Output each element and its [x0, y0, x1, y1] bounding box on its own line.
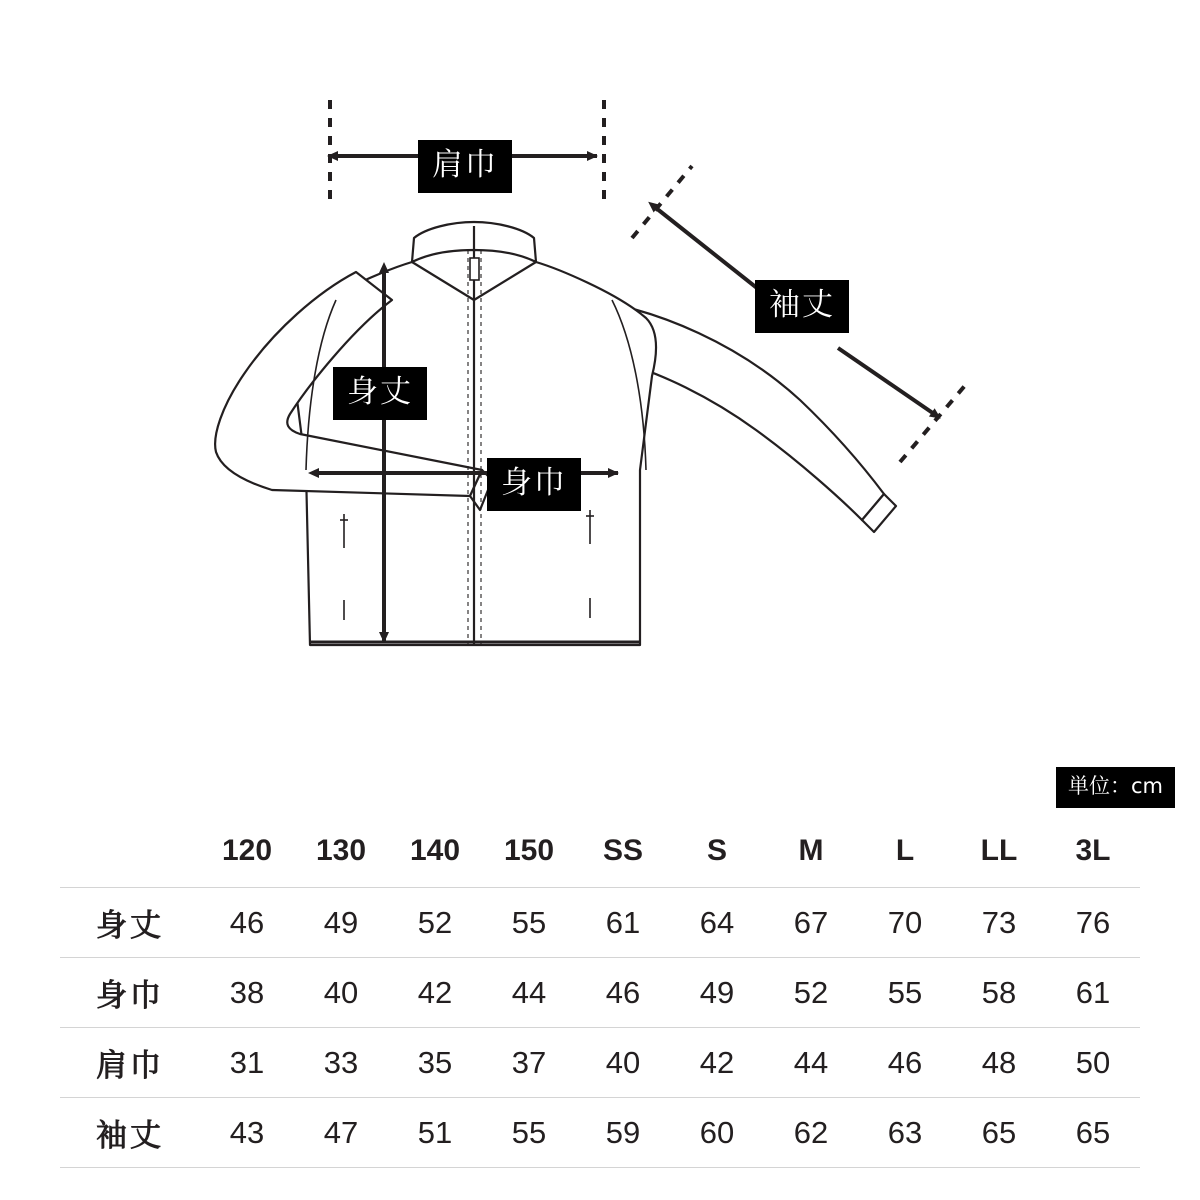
column-header: 120 — [200, 815, 294, 888]
column-header: S — [670, 815, 764, 888]
table-row — [60, 888, 1140, 958]
table-cell: 40 — [323, 974, 359, 1010]
table-cell: 31 — [229, 1044, 265, 1080]
table-cell: 64 — [699, 904, 735, 940]
table-cell: 47 — [323, 1114, 359, 1150]
table-cell: 42 — [699, 1044, 735, 1080]
table-cell: 52 — [793, 974, 829, 1010]
size-table-container — [60, 815, 1140, 1168]
table-row — [60, 1098, 1140, 1168]
table-corner-cell — [60, 815, 200, 888]
table-cell: 49 — [699, 974, 735, 1010]
column-header: 130 — [294, 815, 388, 888]
table-cell: 50 — [1075, 1044, 1111, 1080]
table-row — [60, 958, 1140, 1028]
column-header: SS — [576, 815, 670, 888]
label-body-length: 身丈 — [333, 367, 427, 420]
column-header: 3L — [1046, 815, 1140, 888]
table-cell: 35 — [417, 1044, 453, 1080]
column-header: 150 — [482, 815, 576, 888]
row-header: 身丈 — [96, 908, 164, 944]
table-header-row — [60, 815, 1140, 888]
table-row — [60, 1028, 1140, 1098]
table-cell: 58 — [981, 974, 1017, 1010]
table-cell: 67 — [793, 904, 829, 940]
table-cell: 44 — [511, 974, 547, 1010]
table-cell: 40 — [605, 1044, 641, 1080]
table-cell: 63 — [887, 1114, 923, 1150]
table-cell: 59 — [605, 1114, 641, 1150]
unit-badge: 単位：cm — [1056, 767, 1175, 808]
table-cell: 65 — [981, 1114, 1017, 1150]
label-sleeve-length: 袖丈 — [755, 280, 849, 333]
table-cell: 62 — [793, 1114, 829, 1150]
table-cell: 61 — [1075, 974, 1111, 1010]
table-cell: 37 — [511, 1044, 547, 1080]
row-header: 袖丈 — [96, 1118, 164, 1154]
label-body-width: 身巾 — [487, 458, 581, 511]
table-cell: 33 — [323, 1044, 359, 1080]
table-cell: 44 — [793, 1044, 829, 1080]
table-cell: 51 — [417, 1114, 453, 1150]
table-cell: 43 — [229, 1114, 265, 1150]
table-cell: 46 — [229, 904, 265, 940]
table-cell: 55 — [511, 904, 547, 940]
column-header: LL — [952, 815, 1046, 888]
table-cell: 49 — [323, 904, 359, 940]
row-header: 肩巾 — [96, 1048, 164, 1084]
table-cell: 76 — [1075, 904, 1111, 940]
label-shoulder-width: 肩巾 — [418, 140, 512, 193]
size-table — [60, 815, 1140, 1168]
table-cell: 65 — [1075, 1114, 1111, 1150]
table-cell: 38 — [229, 974, 265, 1010]
table-cell: 60 — [699, 1114, 735, 1150]
row-header: 身巾 — [96, 978, 164, 1014]
column-header: 140 — [388, 815, 482, 888]
table-cell: 52 — [417, 904, 453, 940]
size-table-body — [60, 888, 1140, 1168]
table-cell: 70 — [887, 904, 923, 940]
table-cell: 55 — [511, 1114, 547, 1150]
column-header: L — [858, 815, 952, 888]
table-cell: 73 — [981, 904, 1017, 940]
table-cell: 61 — [605, 904, 641, 940]
table-cell: 46 — [887, 1044, 923, 1080]
table-cell: 42 — [417, 974, 453, 1010]
table-cell: 48 — [981, 1044, 1017, 1080]
table-cell: 46 — [605, 974, 641, 1010]
column-header: M — [764, 815, 858, 888]
size-table-header — [60, 815, 1140, 888]
table-cell: 55 — [887, 974, 923, 1010]
